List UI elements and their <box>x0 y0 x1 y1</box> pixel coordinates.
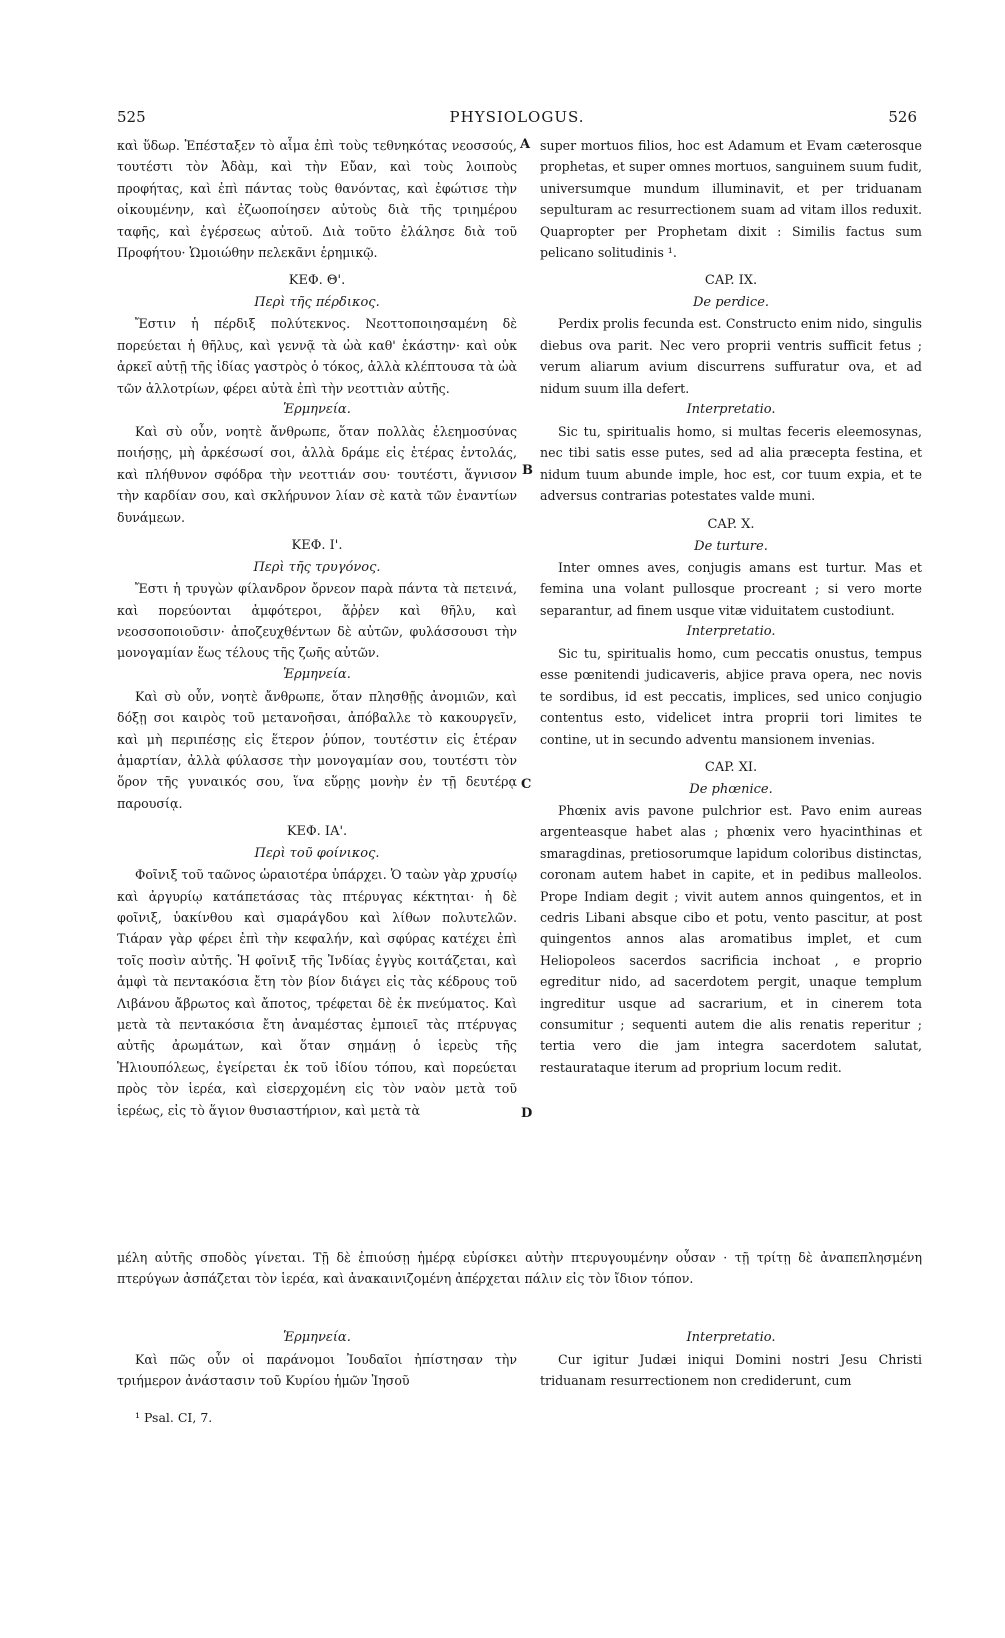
greek-bottom-section <box>117 1327 517 1392</box>
latin-chapter-9-heading: CAP. IX. <box>704 273 758 289</box>
latin-final-paragraph: Cur igitur Judæi iniqui Domini nostri Jesu Christi triduanam resurrectionem non crediderunt, cum <box>540 1352 922 1389</box>
greek-paragraph-turtur-interp: Καὶ σὺ οὖν, νοητὲ ἄνθρωπε, ὅταν πλησθῇς ἀνομιῶν, καὶ δόξῃ σοι καιρὸς τοῦ μετανοῆσαι, ἀπόβαλλε τὸ κακουργεῖν, καὶ μὴ περιπέσῃς εἰς ἕτερον ῥύπον, τουτέστιν εἰς ἑτέραν ἁμαρτίαν, ἀλλὰ φύλασσε τὴν μονογαμίαν σου, τουτέστι τὸν ὅρον τῆς γυναικός σου, ἵνα εὕρῃς μονὴν ἐν τῇ δευτέρᾳ παρουσίᾳ. <box>117 688 517 811</box>
greek-chapter-10-heading: ΚΕΦ. Ι'. <box>291 538 343 554</box>
greek-interpretation-heading: Ἑρμηνεία. <box>283 402 351 418</box>
latin-interpretation-heading: Interpretatio. <box>686 623 776 639</box>
latin-interpretation-heading: Interpretatio. <box>686 402 776 418</box>
running-header <box>117 108 917 130</box>
greek-chapter-11-subtitle: Περὶ τοῦ φοίνικος. <box>254 846 380 862</box>
latin-chapter-10-subtitle: De turture. <box>694 538 768 554</box>
latin-chapter-10-heading: CAP. X. <box>707 516 755 532</box>
running-title: PHYSIOLOGUS. <box>449 108 585 126</box>
greek-paragraph-perdix-interp: Καὶ σὺ οὖν, νοητὲ ἄνθρωπε, ὅταν πολλὰς ἐλεημοσύνας ποιήσῃς, μὴ ἀρκέσωσί σοι, ἀλλὰ δράμε εἰς ἑτέρας ἐντολάς, καὶ πλήθυνον σφόδρα τὴν νεοττιάν σου· τουτέστι, ἅγνισον τὴν καρδίαν σου, καὶ σκλήρυνον λίαν σὲ κατὰ τῶν ἐναντίων δυνάμεων. <box>117 424 517 525</box>
greek-continuation-text: μέλη αὐτῆς σποδὸς γίνεται. Τῇ δὲ ἐπιούσῃ ἡμέρᾳ εὑρίσκει αὐτὴν πτερυγουμένην οὖσαν · τῇ τρίτῃ δὲ ἀναπεπλησμένη πτερύγων ἀσπάζεται τὸν ἱερέα, καὶ ἀνακαινιζομένη ἀπέρχεται πάλιν εἰς τὸν ἴδιον τόπον. <box>117 1250 922 1287</box>
latin-chapter-11-heading: CAP. XI. <box>704 759 758 775</box>
greek-chapter-11-heading: ΚΕΦ. ΙΑ'. <box>286 824 348 840</box>
margin-letter-b: B <box>522 463 533 478</box>
greek-paragraph-pelican: καὶ ὕδωρ. Ἐπέσταξεν τὸ αἷμα ἐπὶ τοὺς τεθνηκότας νεοσσούς, τουτέστι τὸν Ἀδὰμ, καὶ τὴν Εὔαν, καὶ τοὺς λοιποὺς προφήτας, καὶ ἐπὶ πάντας τοὺς θανόντας, καὶ ἐφώτισε τὴν οἰκουμένην, καὶ ἐζωοποίησεν αὐτοὺς διὰ τῆς τριημέρου ταφῆς, καὶ ἐγέρσεως αὐτοῦ. Διὰ τοῦτο ἐλάλησε διὰ τοῦ Προφήτου· Ὡμοιώθην πελεκᾶνι ἐρημικῷ. <box>117 138 517 261</box>
latin-column <box>540 135 922 1078</box>
latin-paragraph-phoenix: Phœnix avis pavone pulchrior est. Pavo enim aureas argenteasque habet alas ; phœnix vero hyacinthinas et smaragdinas, pretiosorumque lapidum coloribus distinctas, coronam autem habet in capite, et in pedibus malleolos. Prope Indiam degit ; vivit autem annos quingentos, et in cedris Libani absque cibo et potu, vento pascitur, at post quingentos annos alas aromatibus implet, et cum Heliopoleos sacerdos sacrificia inchoat , e proprio egreditur nido, ad sacerdotem pergit, unaque templum ingreditur usque ad sacrarium, et in cinerem tota consumitur ; sequenti autem die alis renatis reperitur ; tertia vero die jam integra sacerdotem salutat, restaurataque iterum ad proprium locum redit. <box>540 802 922 1075</box>
latin-paragraph-turtur-interp: Sic tu, spiritualis homo, cum peccatis onustus, tempus esse pœnitendi judicaveris, abjice prava opera, nec novis te sordibus, id est peccatis, implices, sed unico conjugio contentus esto, videlicet intra proprii tori limites te contine, ut in secundo adventu mansionem invenias. <box>540 645 922 747</box>
greek-paragraph-perdix: Ἔστιν ἡ πέρδιξ πολύτεκνος. Νεοττοποιησαμένη δὲ πορεύεται ἡ θῆλυς, καὶ γεννᾷ τὰ ὠὰ καθ' ἑκάστην· καὶ οὐκ ἀρκεῖ αὐτῇ τῆς ἰδίας γαστρὸς ὁ τόκος, ἀλλὰ κλέπτουσα τὰ ὠὰ τῶν ἀλλοτρίων, φέρει αὐτὰ ἐπὶ τὴν νεοττιὰν αὐτῆς. <box>117 316 517 396</box>
footnote: ¹ Psal. CI, 7. <box>135 1410 213 1425</box>
greek-final-paragraph: Καὶ πῶς οὖν οἱ παράνομοι Ἰουδαῖοι ἠπίστησαν τὴν τριήμερον ἀνάστασιν τοῦ Κυρίου ἡμῶν Ἰησοῦ <box>117 1352 517 1389</box>
latin-bottom-section <box>540 1327 922 1392</box>
greek-paragraph-turtur: Ἔστι ἡ τρυγὼν φίλανδρον ὄρνεον παρὰ πάντα τὰ πετεινά, καὶ πορεύονται ἀμφότεροι, ἄῤῥεν καὶ θῆλυ, καὶ νεοσσοποιοῦσιν· ἀποζευχθέντων δὲ αὐτῶν, φυλάσσουσι τὴν μονογαμίαν ἕως τέλους τῆς ζωῆς αὐτῶν. <box>117 581 517 661</box>
greek-chapter-10-subtitle: Περὶ τῆς τρυγόνος. <box>253 560 381 576</box>
greek-interpretation-heading: Ἑρμηνεία. <box>283 666 351 682</box>
latin-chapter-11-subtitle: De phœnice. <box>689 781 773 797</box>
page-number-right: 526 <box>888 108 917 126</box>
greek-chapter-9-subtitle: Περὶ τῆς πέρδικος. <box>254 295 380 311</box>
latin-interpretation-heading: Interpretatio. <box>686 1330 776 1345</box>
margin-letter-d: D <box>521 1106 533 1121</box>
latin-chapter-9-subtitle: De perdice. <box>692 295 770 311</box>
latin-paragraph-pelican: super mortuos filios, hoc est Adamum et Evam cæterosque prophetas, et super omnes mortuos, sanguinem suum fudit, universumque mundum illuminavit, et per triduanam sepulturam ac resurrectionem suam ad vitam illos reduxit. Quapropter per Prophetam dixit : Similis factus sum pelicano solitudinis ¹. <box>540 138 922 261</box>
full-width-continuation <box>117 1247 922 1290</box>
greek-column <box>117 135 517 1121</box>
margin-letter-a: A <box>520 137 531 152</box>
greek-interpretation-heading: Ἑρμηνεία. <box>283 1330 351 1345</box>
latin-paragraph-turtur: Inter omnes aves, conjugis amans est turtur. Mas et femina una volant pullosque procreant ; si vero morte separantur, ad finem usque vitæ viduitatem custodiunt. <box>540 559 922 618</box>
page-number-left: 525 <box>117 108 146 126</box>
latin-paragraph-perdix-interp: Sic tu, spiritualis homo, si multas feceris eleemosynas, nec tibi satis esse putes, sed ad alia præcepta festina, et nidum tuum abunde imple, hoc est, cor tuum expia, et te adversus contrarias potestates valde muni. <box>540 424 922 504</box>
latin-paragraph-perdix: Perdix prolis fecunda est. Constructo enim nido, singulis diebus ova parit. Nec vero proprii ventris sufficit fetus ; verum aliarum avium discurrens suffuratur ova, et ad nidum suum illa defert. <box>540 316 922 396</box>
greek-paragraph-phoenix: Φοῖνιξ τοῦ ταῶνος ὡραιοτέρα ὑπάρχει. Ὁ ταὼν γὰρ χρυσίῳ καὶ ἀργυρίῳ κατάπετάσας τὰς πτέρυγας κέκτηται· ἡ δὲ φοῖνιξ, ὑακίνθου καὶ σμαράγδου καὶ λίθων πολυτελῶν. Τιάραν γὰρ φέρει ἐπὶ τὴν κεφαλήν, καὶ σφύρας κατέχει ἐπὶ τοῖς ποσὶν αὐτῆς. Ἡ φοῖνιξ τῆς Ἰνδίας ἐγγὺς κοιτάζεται, καὶ ἀμφὶ τὰ πεντακόσια ἔτη τὸν βίον διάγει εἰς τὰς κέδρους τοῦ Λιβάνου ἄβρωτος καὶ ἄποτος, τρέφεται δὲ ἐκ πνεύματος. Καὶ μετὰ τὰ πεντακόσια ἔτη ἀναμέστας ἐμποιεῖ τὰς πτέρυγας αὐτῆς ἀρωμάτων, καὶ ὅταν σημάνῃ ὁ ἱερεὺς τῆς Ἡλιουπόλεως, ἐγείρεται ἐκ τοῦ ἰδίου τόπου, καὶ πορεύεται πρὸς τὸν ἱερέα, καὶ εἰσερχομένη εἰς τὸν ναὸν μετὰ τοῦ ἱερέως, εἰς τὸ ἅγιον θυσιαστήριον, καὶ μετὰ τὰ <box>117 867 517 1118</box>
greek-chapter-9-heading: ΚΕΦ. Θ'. <box>288 273 346 289</box>
margin-letter-c: C <box>521 777 532 792</box>
